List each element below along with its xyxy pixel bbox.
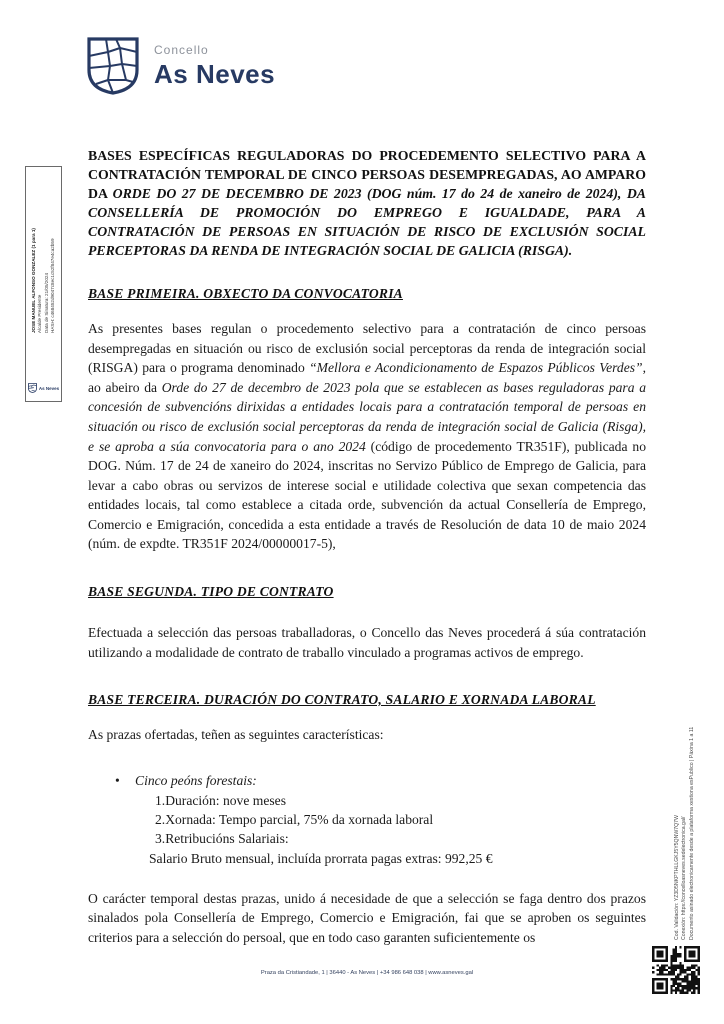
heading-base-segunda: BASE SEGUNDA. TIPO DE CONTRATO — [88, 583, 334, 599]
plaza-detail-items — [88, 791, 646, 868]
paragraph-base-terceira-intro: As prazas ofertadas, teñen as seguintes características: — [88, 727, 384, 743]
brand-concello-label: Concello — [154, 42, 209, 57]
page-footer — [88, 970, 646, 976]
brand-text — [154, 43, 275, 90]
p1-seg1: As presentes bases regulan o procedemento selectivo para a contratación de cinco persoas desempregadas en situación ou risco de exclusión social perceptoras da renda de integración social (RISGA) para o programa denominado — [88, 321, 646, 376]
shield-icon-small — [28, 383, 37, 393]
signature-stamp-text — [31, 173, 57, 333]
footer-address: Praza da Cristiandade, 1 | 36440 - As Neves | +34 986 648 038 | www.asneves.gal — [260, 970, 474, 976]
p1-seg5: (código de procedemento TR351F), publicada no DOG. Núm. 17 de 24 de xaneiro do 2024, inscritas no Servizo Público de Emprego de Galicia, para levar a cabo obras ou servizos de interese social e utilidade colectiva que sexan competencia das entidades locais, tal como establece a citada orde, subvención da actual Consellería de Emprego, Comercio e Emigración, concedida a esta entidade a través de Resolución de data 10 de maio 2024 (núm. de expdte. TR351F 2024/00000017-5), — [88, 438, 646, 552]
brand-asneves-label: As Neves — [154, 58, 276, 89]
detail-salary: Salario Bruto mensual, incluída prorrata pagas extras: 992,25 € — [149, 850, 493, 866]
signer-name: JOSE MANUEL ALFONSO GONZALEZ (1 para 1) — [31, 228, 36, 333]
stamp-mini-logo — [26, 383, 61, 393]
title-part-italic: ORDE DO 27 DE DECEMBRO DE 2023 (DOG núm. 17 do 24 de xaneiro de 2024), DA CONSELLERÍA DE PROMOCIÓN DO EMPREGO E IGUALDADE, PARA A CONTRATACIÓN DE PERSOAS EN SITUACIÓN DE RISCO DE EXCLUSIÓN SOCIAL PERCEPTORAS DA RENDA DE INTEGRACIÓN SOCIAL DE GALICIA (RISGA). — [88, 186, 646, 259]
plaza-type-label: Cinco peóns forestais: — [135, 772, 257, 788]
concello-logo — [86, 36, 275, 96]
plaza-details-list — [88, 773, 646, 868]
validation-strip — [674, 552, 697, 940]
title-part-regular: BASES ESPECÍFICAS REGULADORAS DO PROCEDEMENTO SELECTIVO PARA A CONTRATACIÓN TEMPORAL DE CINCO PERSOAS DESEMPREGADAS, AO AMPARO DA — [88, 148, 646, 202]
paragraph-base-segunda: Efectuada a selección das persoas traballadoras, o Concello das Neves procederá á súa contratación utilizando a modalidade de contrato de traballo vinculado a programas activos de emprego. — [88, 624, 646, 660]
validation-url: Conexión: https://concelloasneves.sedelectronica.gal/ — [681, 816, 688, 940]
p1-program-name: “Mellora e Acondicionamento de Espazos Públicos Verdes” — [309, 360, 643, 376]
signature-stamp-box — [25, 166, 62, 402]
heading-base-primeira: BASE PRIMEIRA. OBXECTO DA CONVOCATORIA — [88, 286, 403, 302]
document-body — [88, 146, 646, 948]
signature-hash: HASH: c468452d9047c8ec1c52f847e4ca2b59 — [50, 238, 56, 333]
validation-code: Cod. Validación: YZ3D5NKPTHLLGKJ5Y5QNW7Q7W — [674, 815, 680, 940]
list-item — [88, 773, 646, 789]
p1-orde-reference: Orde do 27 de decembro de 2023 pola que se establecen as bases reguladoras para a concesión de subvencións dirixidas a entidades locais para a contratación temporal de persoas en situación ou risco de exclusión social perceptoras da renda de integración social de Galicia (Risga), e se aproba a súa convocatoria para o ano 2024 — [88, 379, 646, 454]
detail-retribucions: 3.Retribucións Salariais: — [155, 831, 289, 847]
qr-code — [652, 946, 700, 994]
shield-icon — [86, 36, 140, 96]
signer-role: Alcalde Presidente — [37, 294, 43, 333]
detail-duration: 1.Duración: nove meses — [155, 792, 286, 808]
signature-date: Data de Sinatura: 21/05/2024 — [43, 272, 49, 333]
stamp-mini-logo-label: As Neves — [38, 385, 60, 391]
bullet-icon: • — [115, 772, 120, 788]
detail-xornada: 2.Xornada: Tempo parcial, 75% da xornada laboral — [155, 811, 434, 827]
document-title — [88, 146, 646, 260]
paragraph-final: O carácter temporal destas prazas, unido á necesidade de que a selección se faga dentro dos prazos sinalados pola Consellería de Emprego, Comercio e Emigración, fai que se aproben os seguintes criterios para a selección do persoal, que en todo caso garanten suficientemente os — [88, 890, 646, 945]
p1-seg3: , ao abeiro da — [88, 360, 646, 395]
paragraph-base-primeira — [88, 319, 646, 554]
heading-base-terceira: BASE TERCEIRA. DURACIÓN DO CONTRATO, SALARIO E XORNADA LABORAL — [88, 692, 596, 708]
validation-note: Documento asinado electronicamente desde a plataforma xestiona esPublico | Páxina 1 a 11 — [688, 726, 695, 940]
